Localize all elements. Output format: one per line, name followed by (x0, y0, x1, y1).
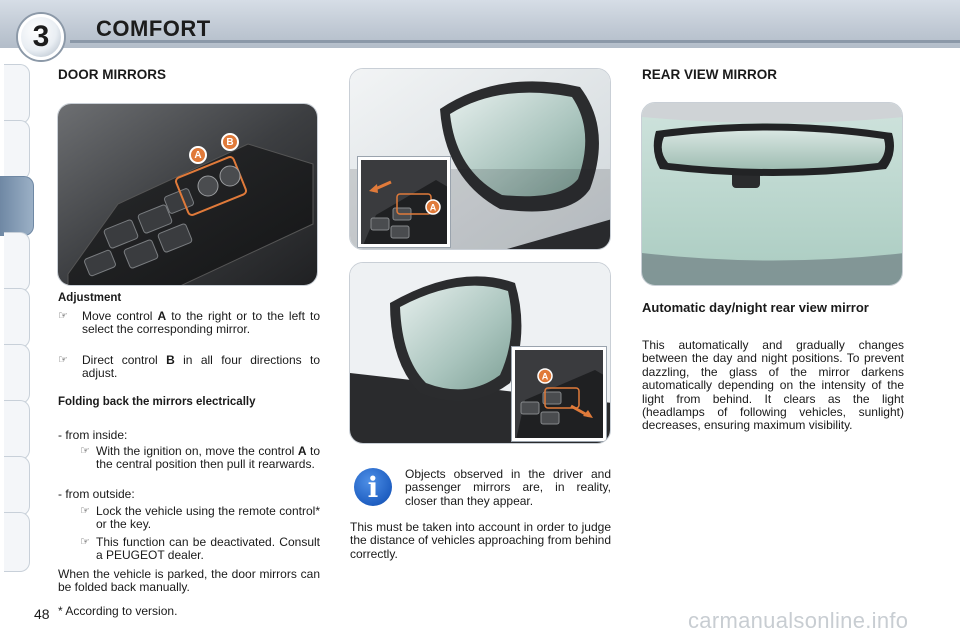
folding-outside-item-2: ☞ This function can be deactivated. Consult a PEUGEOT dealer. (80, 535, 320, 563)
folding-outside-item-1: ☞ Lock the vehicle using the remote control* or the key. (80, 504, 320, 532)
chapter-tab-1[interactable] (4, 64, 30, 124)
door-switch-photo (57, 103, 318, 286)
adjustment-heading: Adjustment (58, 292, 122, 304)
footnote: * According to version. (58, 604, 178, 618)
folding-heading: Folding back the mirrors electrically (58, 396, 256, 408)
chapter-tab-4[interactable] (4, 232, 30, 292)
watermark: carmanualsonline.info (688, 608, 909, 633)
chapter-number: 3 (32, 20, 50, 53)
chapter-tab-2[interactable] (4, 120, 30, 180)
chapter-tab-6[interactable] (4, 344, 30, 404)
door-mirrors-heading: DOOR MIRRORS (58, 67, 166, 82)
chapter-badge (18, 14, 64, 60)
mirror-photo-left (349, 68, 611, 250)
chapter-tabs (0, 64, 34, 574)
inset-control-a-label: A (429, 202, 437, 213)
rear-view-mirror-photo (641, 102, 903, 286)
control-b-badge: B (221, 133, 239, 151)
pointing-hand-icon: ☞ (80, 536, 90, 548)
folding-outside-label: - from outside: (58, 487, 135, 501)
inset2-control-a-label: A (541, 371, 549, 382)
chapter-tab-9[interactable] (4, 512, 30, 572)
adjustment-item-1: ☞ Move control A to the right or to the left to select the corresponding mirror. (58, 309, 320, 337)
rear-view-mirror-heading: REAR VIEW MIRROR (642, 67, 777, 82)
pointing-hand-icon: ☞ (58, 354, 68, 366)
folding-inside-item: ☞ With the ignition on, move the control A to the central position then pull it rearwards. (80, 444, 320, 472)
left-mirror-switch-inset (358, 157, 450, 247)
chapter-tab-8[interactable] (4, 456, 30, 516)
info-icon: i (354, 468, 392, 506)
chapter-title: COMFORT (96, 16, 211, 41)
door-switch-illustration (58, 104, 318, 286)
pointing-hand-icon: ☞ (58, 310, 68, 322)
right-mirror-switch-inset (512, 347, 606, 441)
folding-inside-label: - from inside: (58, 428, 128, 442)
chapter-tab-7[interactable] (4, 400, 30, 460)
folding-parked-note: When the vehicle is parked, the door mirrors can be folded back manually. (58, 567, 320, 595)
rear-mirror-illustration (642, 103, 903, 286)
chapter-tab-3-active[interactable] (0, 176, 34, 236)
pointing-hand-icon: ☞ (80, 445, 90, 457)
adjustment-item-2: ☞ Direct control B in all four directions to adjust. (58, 353, 320, 381)
auto-mirror-subheading: Automatic day/night rear view mirror (642, 300, 869, 315)
chapter-tab-5[interactable] (4, 288, 30, 348)
switch-inset-illustration-2 (515, 350, 606, 441)
auto-mirror-body: This automatically and gradually changes between the day and night positions. To prevent dazzling, the glass of the mirror darkens automatically depending on the intensity of the light from behind. It clears as the light (headlamps of following vehicles, sunlight) decreases, ensuring maximum visibility. (642, 338, 904, 433)
switch-inset-illustration (361, 160, 450, 247)
info-continuation: This must be taken into account in order to judge the distance of vehicles approaching from behind correctly. (350, 520, 611, 561)
info-text: Objects observed in the driver and passenger mirrors are, in reality, closer than they appear. (405, 467, 611, 508)
page-number: 48 (34, 606, 50, 622)
mirror-photo-right (349, 262, 611, 444)
control-a-badge: A (189, 146, 207, 164)
pointing-hand-icon: ☞ (80, 505, 90, 517)
